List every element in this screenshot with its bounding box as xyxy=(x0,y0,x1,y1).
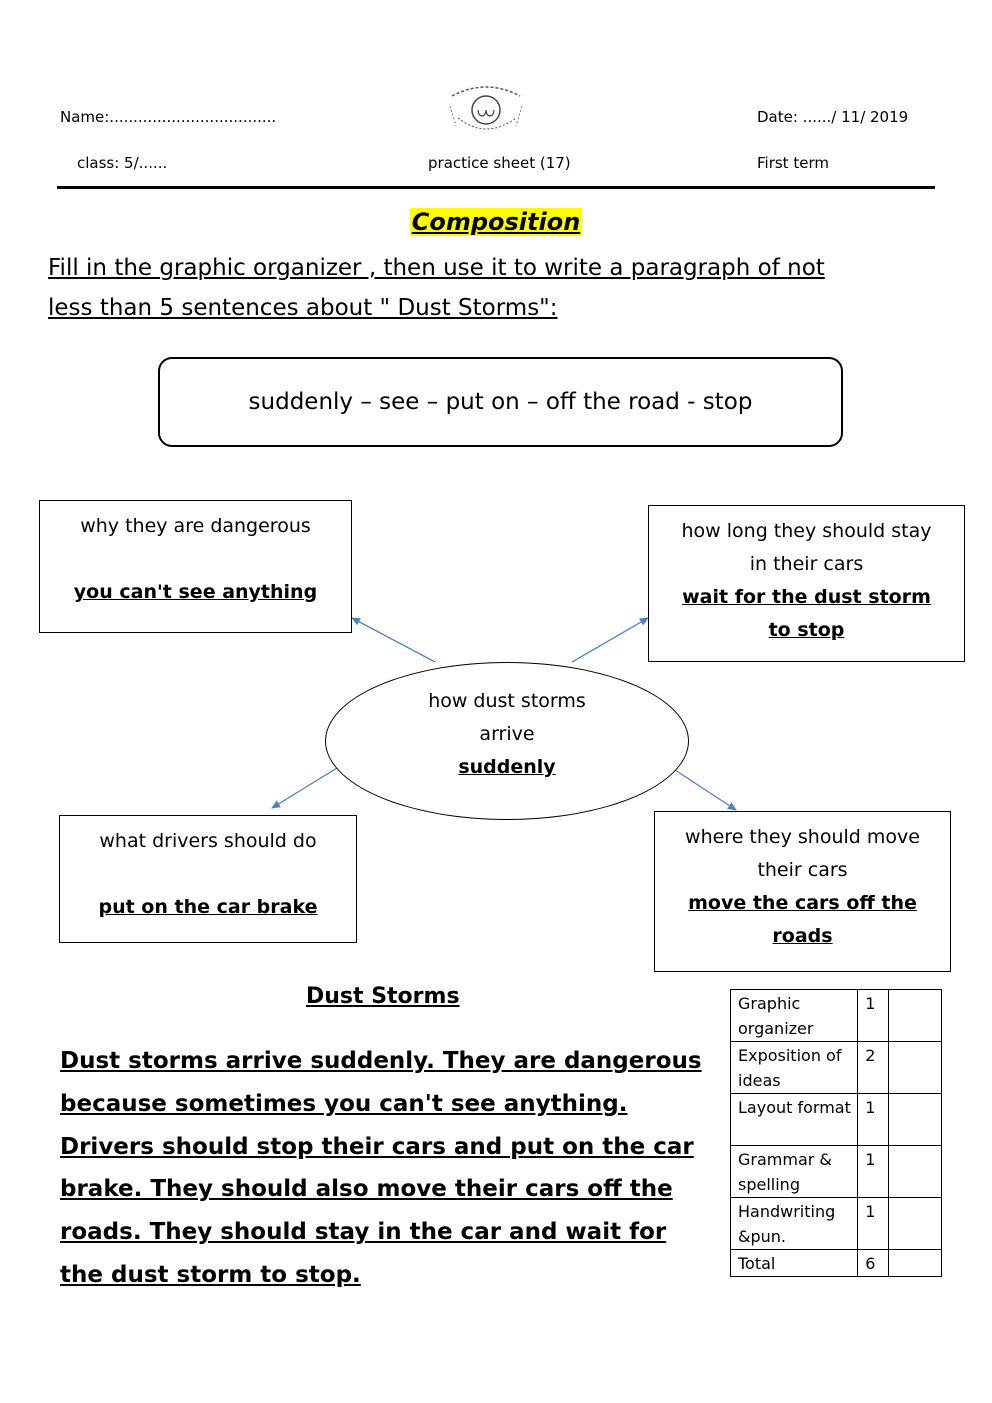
rubric-points: 2 xyxy=(858,1042,889,1094)
instruction-line-2: less than 5 sentences about " Dust Storms": xyxy=(48,295,558,321)
arrow-top-left xyxy=(352,618,435,662)
rubric-criterion: Total xyxy=(731,1250,858,1277)
rubric-score-cell xyxy=(889,1198,942,1250)
rubric-criterion: Layout format xyxy=(731,1094,858,1146)
box-prompt: where they should move xyxy=(685,826,920,848)
instruction-line-1: Fill in the graphic organizer , then use it to write a paragraph of not xyxy=(48,255,825,281)
page-title: Composition xyxy=(411,208,581,236)
box-prompt: how long they should stay xyxy=(681,520,932,542)
box-prompt: in their cars xyxy=(749,553,864,575)
rubric-score-cell xyxy=(889,1094,942,1146)
oval-prompt: arrive xyxy=(479,723,535,745)
oval-answer: suddenly xyxy=(458,756,556,778)
rubric-points: 1 xyxy=(858,1146,889,1198)
paragraph-line: because sometimes you can't see anything. xyxy=(60,1090,628,1117)
box-answer: roads xyxy=(772,925,833,947)
rubric-criterion: Graphic organizer xyxy=(731,990,858,1042)
name-field-label: Name:................................... xyxy=(60,108,277,126)
box-answer: move the cars off the xyxy=(688,892,917,914)
table-row xyxy=(731,1198,942,1250)
rubric-points: 1 xyxy=(858,1198,889,1250)
box-why-dangerous xyxy=(39,500,352,633)
sheet-label: practice sheet (17) xyxy=(428,154,571,172)
paragraph-line: Drivers should stop their cars and put on the car xyxy=(60,1133,694,1160)
rubric-points: 6 xyxy=(858,1250,889,1277)
table-row xyxy=(731,1094,942,1146)
rubric-score-cell xyxy=(889,990,942,1042)
rubric-points: 1 xyxy=(858,990,889,1042)
table-row xyxy=(731,990,942,1042)
rubric-table xyxy=(730,989,942,1277)
table-row xyxy=(731,1146,942,1198)
rubric-score-cell xyxy=(889,1146,942,1198)
oval-prompt: how dust storms xyxy=(428,690,586,712)
arrow-top-right xyxy=(572,618,648,662)
paragraph-heading: Dust Storms xyxy=(306,984,460,1009)
rubric-points: 1 xyxy=(858,1094,889,1146)
table-row xyxy=(731,1250,942,1277)
box-what-drivers-do xyxy=(59,815,357,943)
paragraph-line: Dust storms arrive suddenly. They are dangerous xyxy=(60,1048,702,1074)
rubric-criterion: Handwriting &pun. xyxy=(731,1198,858,1250)
box-answer: wait for the dust storm xyxy=(682,586,931,608)
term-label: First term xyxy=(757,154,829,172)
date-field-label: Date: ....../ 11/ 2019 xyxy=(757,108,909,126)
rubric-score-cell xyxy=(889,1042,942,1094)
box-where-move xyxy=(654,811,951,972)
box-answer: to stop xyxy=(768,619,845,641)
paragraph-line: roads. They should stay in the car and wait for xyxy=(60,1219,667,1246)
paragraph-line: brake. They should also move their cars off the xyxy=(60,1176,673,1203)
rubric-criterion: Grammar & spelling xyxy=(731,1146,858,1198)
class-field-label: class: 5/...... xyxy=(77,154,168,172)
center-oval-how-arrive xyxy=(325,662,689,820)
rubric-criterion: Exposition of ideas xyxy=(731,1042,858,1094)
box-answer: put on the car brake xyxy=(98,896,318,918)
box-how-long xyxy=(648,505,965,662)
table-row xyxy=(731,1042,942,1094)
box-prompt: what drivers should do xyxy=(99,830,317,852)
box-prompt: why they are dangerous xyxy=(80,515,311,537)
box-prompt: their cars xyxy=(757,859,848,881)
paragraph-body xyxy=(60,1040,720,1297)
rubric-score-cell xyxy=(889,1250,942,1277)
word-bank: suddenly – see – put on – off the road - stop xyxy=(158,357,843,447)
box-answer: you can't see anything xyxy=(73,581,318,603)
paragraph-line: the dust storm to stop. xyxy=(60,1261,361,1288)
